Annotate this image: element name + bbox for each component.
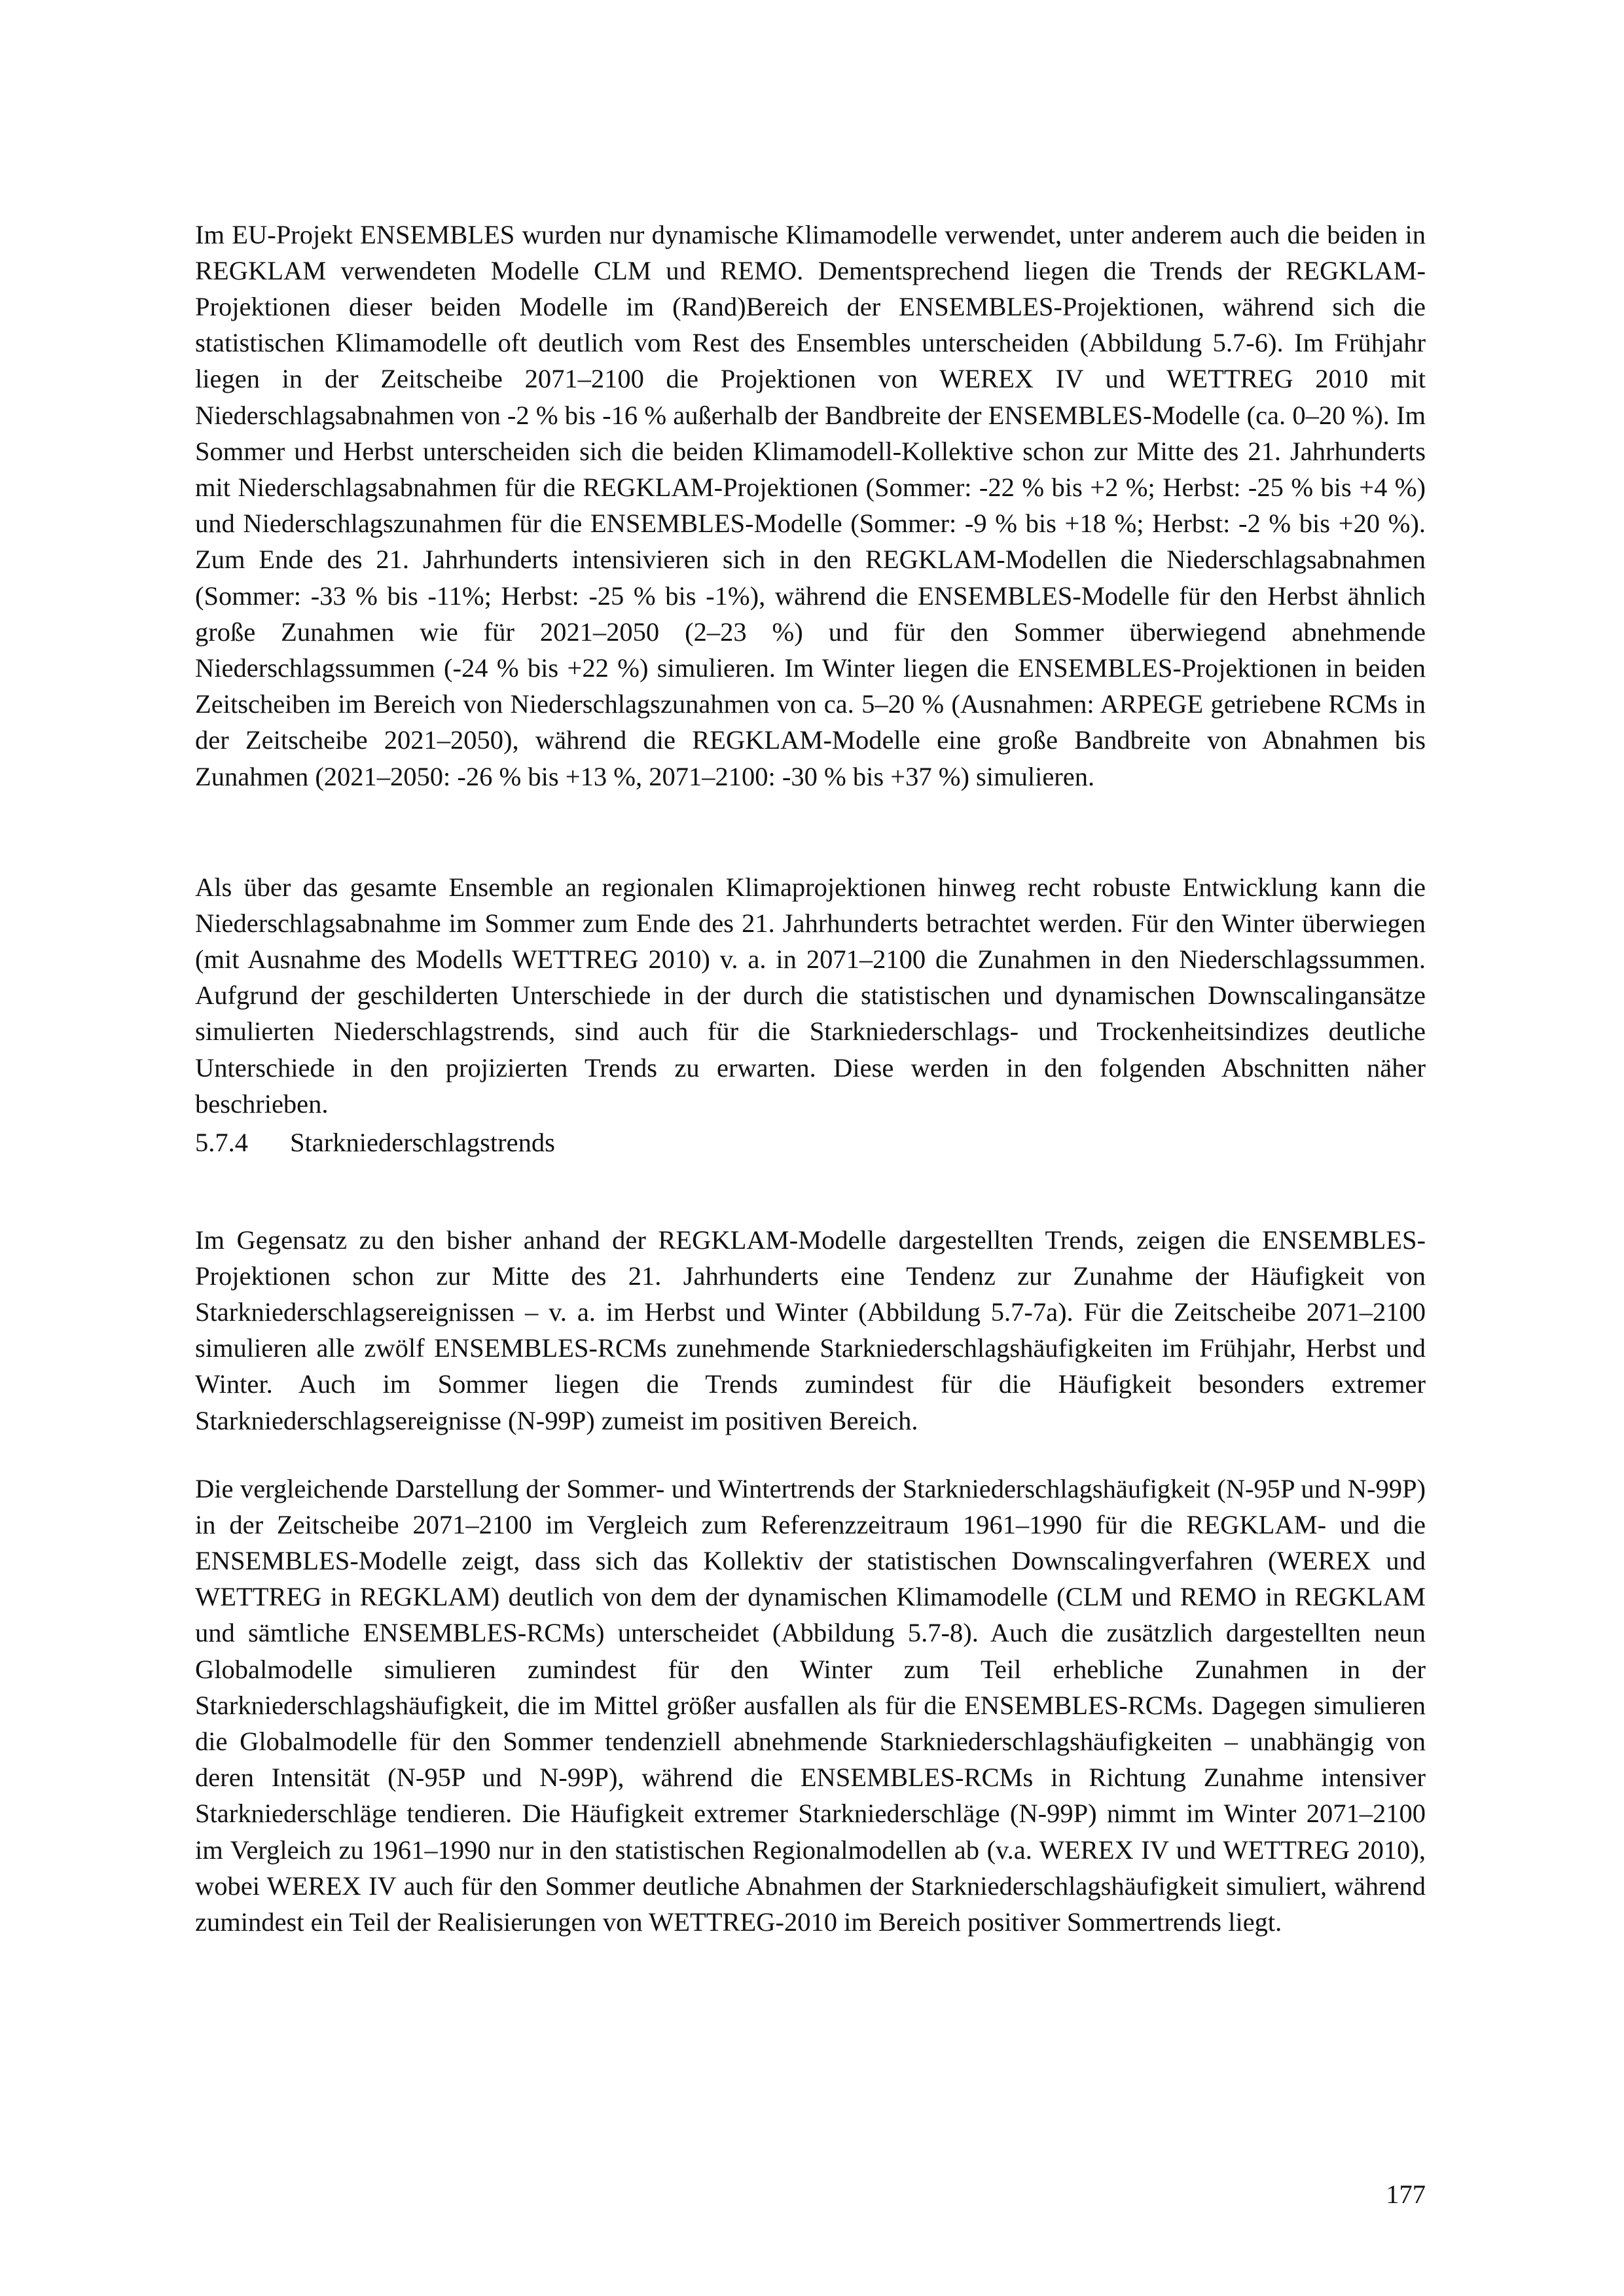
paragraph-ensembles-comparison: Im EU-Projekt ENSEMBLES wurden nur dynamische Klimamodelle verwendet, unter anderem auch die beiden in REGKLAM verwendeten Modelle CLM und REMO. Dementsprechend liegen die Trends der REGKLAM-Projektionen dieser beiden Modelle im (Rand)Bereich der ENSEMBLES-Projektionen, während sich die statistischen Klimamodelle oft deutlich vom Rest des Ensembles unterscheiden (Abbildung 5.7-6). Im Frühjahr liegen in der Zeitscheibe 2071–2100 die Projektionen von WEREX IV und WETTREG 2010 mit Niederschlagsabnahmen von -2 % bis -16 % außerhalb der Bandbreite der ENSEMBLES-Modelle (ca. 0–20 %). Im Sommer und Herbst unterscheiden sich die beiden Klimamodell-Kollektive schon zur Mitte des 21. Jahrhunderts mit Niederschlagsabnahmen für die REGKLAM-Projektionen (Sommer: -22 % bis +2 %; Herbst: -25 % bis +4 %) und Niederschlagszunahmen für die ENSEMBLES-Modelle (Sommer: -9 % bis +18 %; Herbst: -2 % bis +20 %). Zum Ende des 21. Jahrhunderts intensivieren sich in den REGKLAM-Modellen die Niederschlagsabnahmen (Sommer: -33 % bis -11%; Herbst: -25 % bis -1%), während die ENSEMBLES-Modelle für den Herbst ähnlich große Zunahmen wie für 2021–2050 (2–23 %) und für den Sommer überwiegend abnehmende Niederschlagssummen (-24 % bis +22 %) simulieren. Im Winter liegen die ENSEMBLES-Projektionen in beiden Zeitscheiben im Bereich von Niederschlagszunahmen von ca. 5–20 % (Ausnahmen: ARPEGE getriebene RCMs in der Zeitscheibe 2021–2050), während die REGKLAM-Modelle eine große Bandbreite von Abnahmen bis Zunahmen (2021–2050: -26 % bis +13 %, 2071–2100: -30 % bis +37 %) simulieren.	[195, 219, 1426, 791]
paragraph-robust-development: Als über das gesamte Ensemble an regionalen Klimaprojektionen hinweg recht robuste Entwicklung kann die Niederschlagsabnahme im Sommer zum Ende des 21. Jahrhunderts betrachtet werden. Für den Winter überwiegen (mit Ausnahme des Modells WETTREG 2010) v. a. in 2071–2100 die Zunahmen in den Niederschlagssummen. Aufgrund der geschilderten Unterschiede in der durch die statistischen und dynamischen Downscalingansätze simulierten Niederschlagstrends, sind auch für die Starkniederschlags- und Trockenheitsindizes deutliche Unterschiede in den projizierten Trends zu erwarten. Diese werden in den folgenden Abschnitten näher beschrieben.	[195, 872, 1426, 1119]
paragraph-summer-winter-comparison: Die vergleichende Darstellung der Sommer- und Wintertrends der Starkniederschlagshäufigkeit (N-95P und N-99P) in der Zeitscheibe 2071–2100 im Vergleich zum Referenzzeitraum 1961–1990 für die REGKLAM- und die ENSEMBLES-Modelle zeigt, dass sich das Kollektiv der statistischen Downscalingverfahren (WEREX und WETTREG in REGKLAM) deutlich von dem der dynamischen Klimamodelle (CLM und REMO in REGKLAM und sämtliche ENSEMBLES-RCMs) unterscheidet (Abbildung 5.7-8). Auch die zusätzlich dargestellten neun Globalmodelle simulieren zumindest für den Winter zum Teil erhebliche Zunahmen in der Starkniederschlagshäufigkeit, die im Mittel größer ausfallen als für die ENSEMBLES-RCMs. Dagegen simulieren die Globalmodelle für den Sommer tendenziell abnehmende Starkniederschlagshäufigkeiten – unabhängig von deren Intensität (N-95P und N-99P), während die ENSEMBLES-RCMs in Richtung Zunahme intensiver Starkniederschläge tendieren. Die Häufigkeit extremer Starkniederschläge (N-99P) nimmt im Winter 2071–2100 im Vergleich zu 1961–1990 nur in den statistischen Regionalmodellen ab (v.a. WEREX IV und WETTREG 2010), wobei WEREX IV auch für den Sommer deutliche Abnahmen der Starkniederschlagshäufigkeit simuliert, während zumindest ein Teil der Realisierungen von WETTREG-2010 im Bereich positiver Sommertrends liegt.	[195, 1473, 1426, 1937]
section-number: 5.7.4	[195, 1128, 248, 1157]
paragraph-heavy-precipitation-trends: Im Gegensatz zu den bisher anhand der REGKLAM-Modelle dargestellten Trends, zeigen die ENSEMBLES-Projektionen schon zur Mitte des 21. Jahrhunderts eine Tendenz zur Zunahme der Häufigkeit von Starkniederschlagsereignissen – v. a. im Herbst und Winter (Abbildung 5.7-7a). Für die Zeitscheibe 2071–2100 simulieren alle zwölf ENSEMBLES-RCMs zunehmende Starkniederschlagshäufigkeiten im Frühjahr, Herbst und Winter. Auch im Sommer liegen die Trends zumindest für die Häufigkeit besonders extremer Starkniederschlagsereignisse (N-99P) zumeist im positiven Bereich.	[195, 1225, 1426, 1435]
section-heading	[195, 1124, 555, 1160]
section-title: Starkniederschlagstrends	[290, 1128, 555, 1157]
page-number: 177	[1386, 2179, 1426, 2209]
